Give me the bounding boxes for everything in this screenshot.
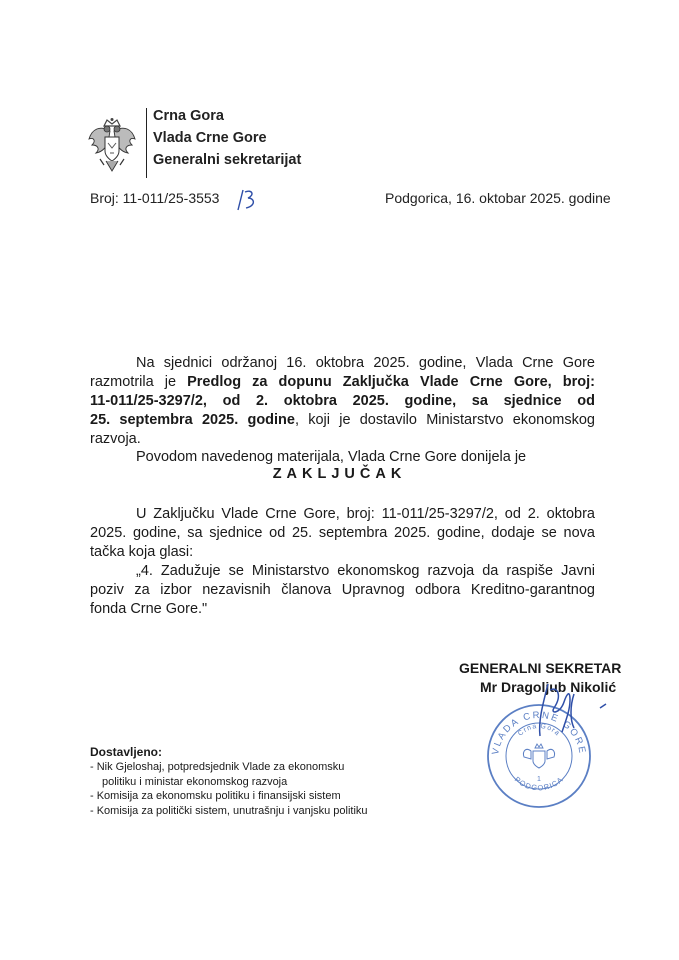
reference-number: Broj: 11-011/25-3553 [90, 190, 220, 206]
header-country: Crna Gora [153, 108, 224, 124]
handwritten-reference-suffix [236, 186, 258, 214]
signature-name: Mr Dragoljub Nikolić [480, 679, 617, 695]
distribution-item-continuation: politiku i ministar ekonomskog razvoja [102, 775, 288, 788]
paragraph-1-line: 25. septembra 2025. godine, koji je dostavilo Ministarstvo ekonomskog [90, 412, 595, 428]
svg-text:Crna Gora: Crna Gora [516, 722, 562, 738]
paragraph-1 [90, 354, 595, 449]
paragraph-1-line: razmotrila je Predlog za dopunu Zaključka Vlade Crne Gore, broj: [90, 374, 595, 390]
distribution-label: Dostavljeno: [90, 745, 163, 759]
paragraph-2-line: Povodom navedenog materijala, Vlada Crne Gore donijela je [136, 449, 527, 465]
paragraph-3-line: tačka koja glasi: [90, 544, 194, 560]
header-office: Generalni sekretarijat [153, 152, 302, 168]
header-government: Vlada Crne Gore [153, 130, 267, 146]
svg-text:1: 1 [537, 776, 541, 783]
distribution-list [90, 760, 368, 818]
paragraph-4 [90, 562, 595, 619]
coat-of-arms-icon [86, 117, 138, 175]
header-divider [146, 108, 147, 178]
paragraph-1-line: 11-011/25-3297/2, od 2. oktobra 2025. godine, sa sjednice od [90, 393, 595, 409]
place-date: Podgorica, 16. oktobar 2025. godine [385, 190, 611, 206]
distribution-item: - Komisija za politički sistem, unutrašnju i vanjsku politiku [90, 804, 368, 817]
signature-title: GENERALNI SEKRETAR [459, 660, 622, 676]
paragraph-3 [90, 505, 595, 562]
document-title: ZAKLJUČAK [272, 466, 407, 482]
paragraph-4-line: fonda Crne Gore." [90, 601, 208, 617]
paragraph-2 [90, 448, 595, 467]
paragraph-1-line: Na sjednici održanoj 16. oktobra 2025. godine, Vlada Crne Gore [136, 355, 595, 371]
paragraph-1-line: razvoja. [90, 431, 141, 447]
paragraph-4-line: poziv za izbor nezavisnih članova Upravnog odbora Kreditno-garantnog [90, 582, 595, 598]
distribution-item: - Komisija za ekonomsku politiku i finansijski sistem [90, 790, 341, 802]
paragraph-4-line: „4. Zadužuje se Ministarstvo ekonomskog razvoja da raspiše Javni [136, 563, 595, 579]
svg-text:VLADA CRNE GORE: VLADA CRNE GORE [490, 709, 588, 756]
paragraph-3-line: 2025. godine, sa sjednice od 25. septembra 2025. godine, dodaje se nova [90, 525, 595, 541]
svg-text:PODGORICA: PODGORICA [512, 774, 566, 793]
paragraph-3-line: U Zaključku Vlade Crne Gore, broj: 11-011/25-3297/2, od 2. oktobra [136, 506, 595, 522]
distribution-item: - Nik Gjeloshaj, potpredsjednik Vlade za ekonomsku [90, 761, 345, 773]
handwritten-signature [500, 680, 610, 740]
